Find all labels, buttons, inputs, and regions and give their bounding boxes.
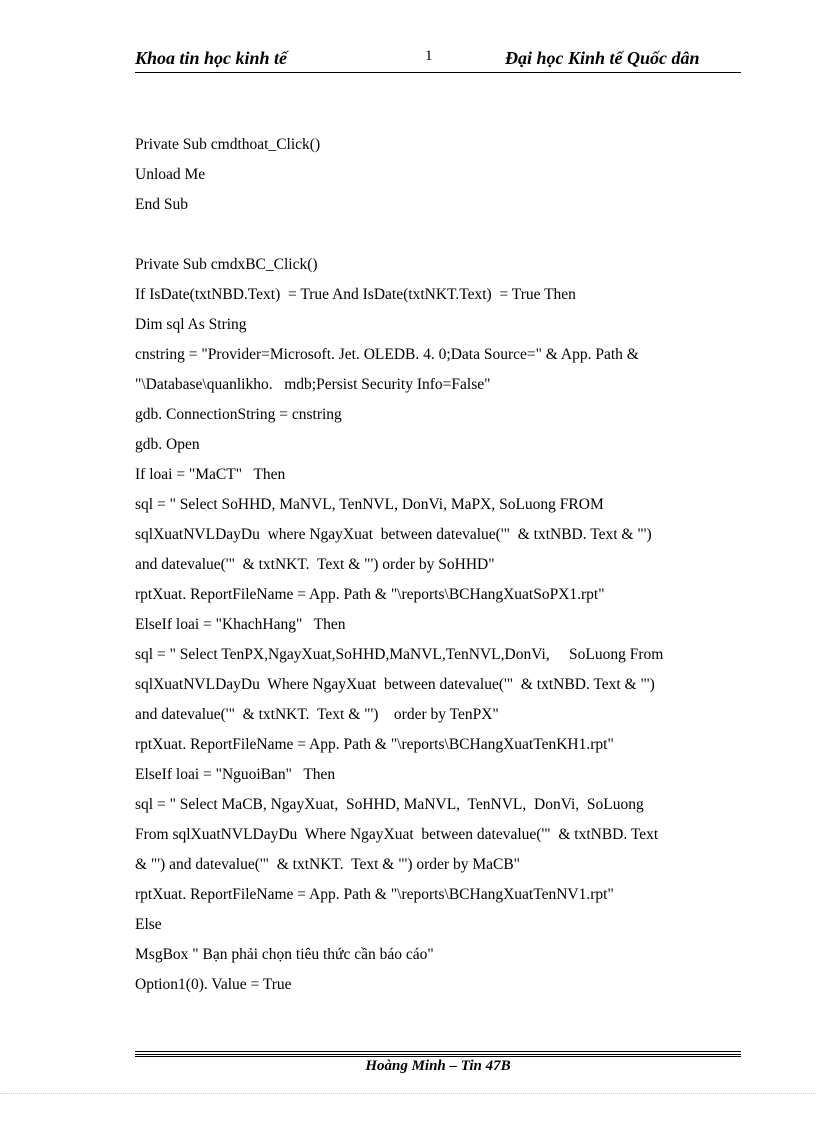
- code-line: sqlXuatNVLDayDu Where NgayXuat between datevalue('" & txtNBD. Text & "'): [135, 676, 655, 693]
- code-line: gdb. Open: [135, 436, 200, 453]
- code-line: rptXuat. ReportFileName = App. Path & "\reports\BCHangXuatSoPX1.rpt": [135, 586, 605, 603]
- author-credit: Hoàng Minh – Tin 47B: [365, 1058, 511, 1074]
- code-line: MsgBox " Bạn phải chọn tiêu thức cần báo cáo": [135, 946, 434, 963]
- code-line: Private Sub cmdthoat_Click(): [135, 136, 321, 153]
- code-line: & "') and datevalue('" & txtNKT. Text & "') order by MaCB": [135, 856, 521, 873]
- page-number: 1: [425, 48, 433, 64]
- code-listing: [135, 130, 735, 1000]
- code-line: rptXuat. ReportFileName = App. Path & "\reports\BCHangXuatTenKH1.rpt": [135, 736, 614, 753]
- code-line: sql = " Select SoHHD, MaNVL, TenNVL, DonVi, MaPX, SoLuong FROM: [135, 496, 604, 513]
- code-line: cnstring = "Provider=Microsoft. Jet. OLEDB. 4. 0;Data Source=" & App. Path &: [135, 346, 639, 363]
- page-edge: [0, 1093, 816, 1094]
- footer-divider: [135, 1054, 741, 1055]
- code-line: and datevalue('" & txtNKT. Text & "') order by SoHHD": [135, 556, 495, 573]
- footer-divider: [135, 1056, 741, 1057]
- code-line: "\Database\quanlikho. mdb;Persist Security Info=False": [135, 376, 491, 393]
- footer-divider: [135, 1051, 741, 1052]
- code-line: If IsDate(txtNBD.Text) = True And IsDate(txtNKT.Text) = True Then: [135, 286, 576, 303]
- code-line: ElseIf loai = "NguoiBan" Then: [135, 766, 336, 783]
- code-line: Else: [135, 916, 162, 933]
- code-line: Private Sub cmdxBC_Click(): [135, 256, 318, 273]
- university-title: Đại học Kinh tế Quốc dân: [505, 48, 700, 68]
- page-footer: [135, 1058, 741, 1075]
- code-line: sql = " Select MaCB, NgayXuat, SoHHD, MaNVL, TenNVL, DonVi, SoLuong: [135, 796, 644, 813]
- code-line: sql = " Select TenPX,NgayXuat,SoHHD,MaNVL,TenNVL,DonVi, SoLuong From: [135, 646, 664, 663]
- code-line: and datevalue('" & txtNKT. Text & "') order by TenPX": [135, 706, 499, 723]
- code-line: [135, 220, 735, 250]
- code-line: ElseIf loai = "KhachHang" Then: [135, 616, 346, 633]
- code-line: gdb. ConnectionString = cnstring: [135, 406, 342, 423]
- code-line: Dim sql As String: [135, 316, 247, 333]
- code-line: Option1(0). Value = True: [135, 976, 292, 993]
- header-divider: [135, 72, 741, 73]
- code-line: End Sub: [135, 196, 188, 213]
- code-line: If loai = "MaCT" Then: [135, 466, 286, 483]
- code-line: From sqlXuatNVLDayDu Where NgayXuat between datevalue('" & txtNBD. Text: [135, 826, 659, 843]
- code-line: rptXuat. ReportFileName = App. Path & "\reports\BCHangXuatTenNV1.rpt": [135, 886, 614, 903]
- code-line: Unload Me: [135, 166, 206, 183]
- faculty-title: Khoa tin học kinh tế: [135, 48, 288, 68]
- page-header: [135, 48, 741, 74]
- code-line: sqlXuatNVLDayDu where NgayXuat between datevalue('" & txtNBD. Text & "'): [135, 526, 652, 543]
